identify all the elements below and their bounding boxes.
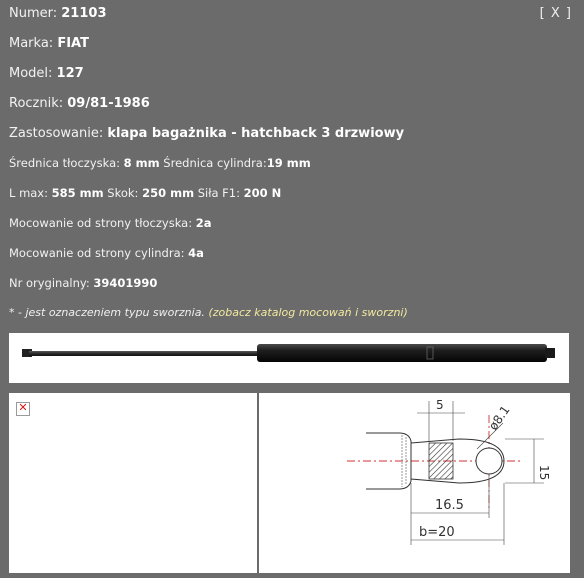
value-mocowanie-tloczysko: 2a [195,216,212,230]
value-sila: 200 N [243,186,282,200]
dim-top-text: 5 [436,398,444,412]
gas-spring-image [9,333,569,383]
value-zastosowanie: klapa bagażnika - hatchback 3 drzwiowy [107,126,405,141]
dim-bottom-text: b=20 [419,525,455,540]
value-srednica-tloczyska: 8 mm [123,156,160,170]
eye-hole [476,448,502,474]
field-mocowanie-cylinder [9,246,204,260]
label-sila: Siła F1: [194,186,244,200]
cylinder-end-fitting [545,348,555,358]
value-model: 127 [56,66,84,81]
body-outline [366,433,411,489]
dim-mid-text: 16.5 [435,498,464,513]
label-srednica-cylindra: Średnica cylindra: [159,156,267,170]
value-mocowanie-cylinder: 4a [188,246,204,260]
label-zastosowanie: Zastosowanie: [9,126,108,141]
hatched-section [429,443,453,479]
field-mocowanie-tloczysko [9,216,212,230]
value-rocznik: 09/81-1986 [67,96,150,111]
value-lmax: 585 mm [51,186,104,200]
dim-diameter-text: ø8.1 [485,403,513,433]
value-marka: FIAT [57,36,89,51]
field-numer [9,6,107,21]
label-lmax: L max: [9,186,52,200]
field-model [9,66,84,81]
gas-spring-photo [9,333,569,383]
label-rocznik: Rocznik: [9,96,68,111]
value-srednica-cylindra: 19 mm [266,156,311,170]
label-mocowanie-cylinder: Mocowanie od strony cylindra: [9,246,189,260]
broken-image-icon: ✕ [16,402,30,416]
label-numer: Numer: [9,6,62,21]
label-srednica-tloczyska: Średnica tłoczyska: [9,156,124,170]
field-rocznik [9,96,150,111]
field-wymiary [9,186,281,200]
value-nr-oryginalny: 39401990 [93,276,158,290]
piston-rod [29,351,259,356]
pin-type-note [9,306,408,319]
field-marka [9,36,89,51]
label-mocowanie-tloczysko: Mocowanie od strony tłoczyska: [9,216,196,230]
value-skok: 250 mm [142,186,195,200]
note-text: * - jest oznaczeniem typu sworznia. [9,306,209,319]
label-model: Model: [9,66,57,81]
mount-drawing-box [259,393,570,573]
label-nr-oryginalny: Nr oryginalny: [9,276,94,290]
field-zastosowanie [9,126,404,141]
dim-height-text: 15 [537,465,551,481]
mount-image-box [9,393,257,573]
close-button[interactable]: [ X ] [539,6,572,21]
mount-technical-drawing [259,393,570,573]
label-skok: Skok: [103,186,143,200]
label-marka: Marka: [9,36,58,51]
value-numer: 21103 [61,6,107,21]
cylinder-body [257,344,547,362]
field-nr-oryginalny [9,276,157,290]
field-srednice [9,156,311,170]
catalog-link[interactable]: (zobacz katalog mocowań i sworzni) [208,306,408,319]
